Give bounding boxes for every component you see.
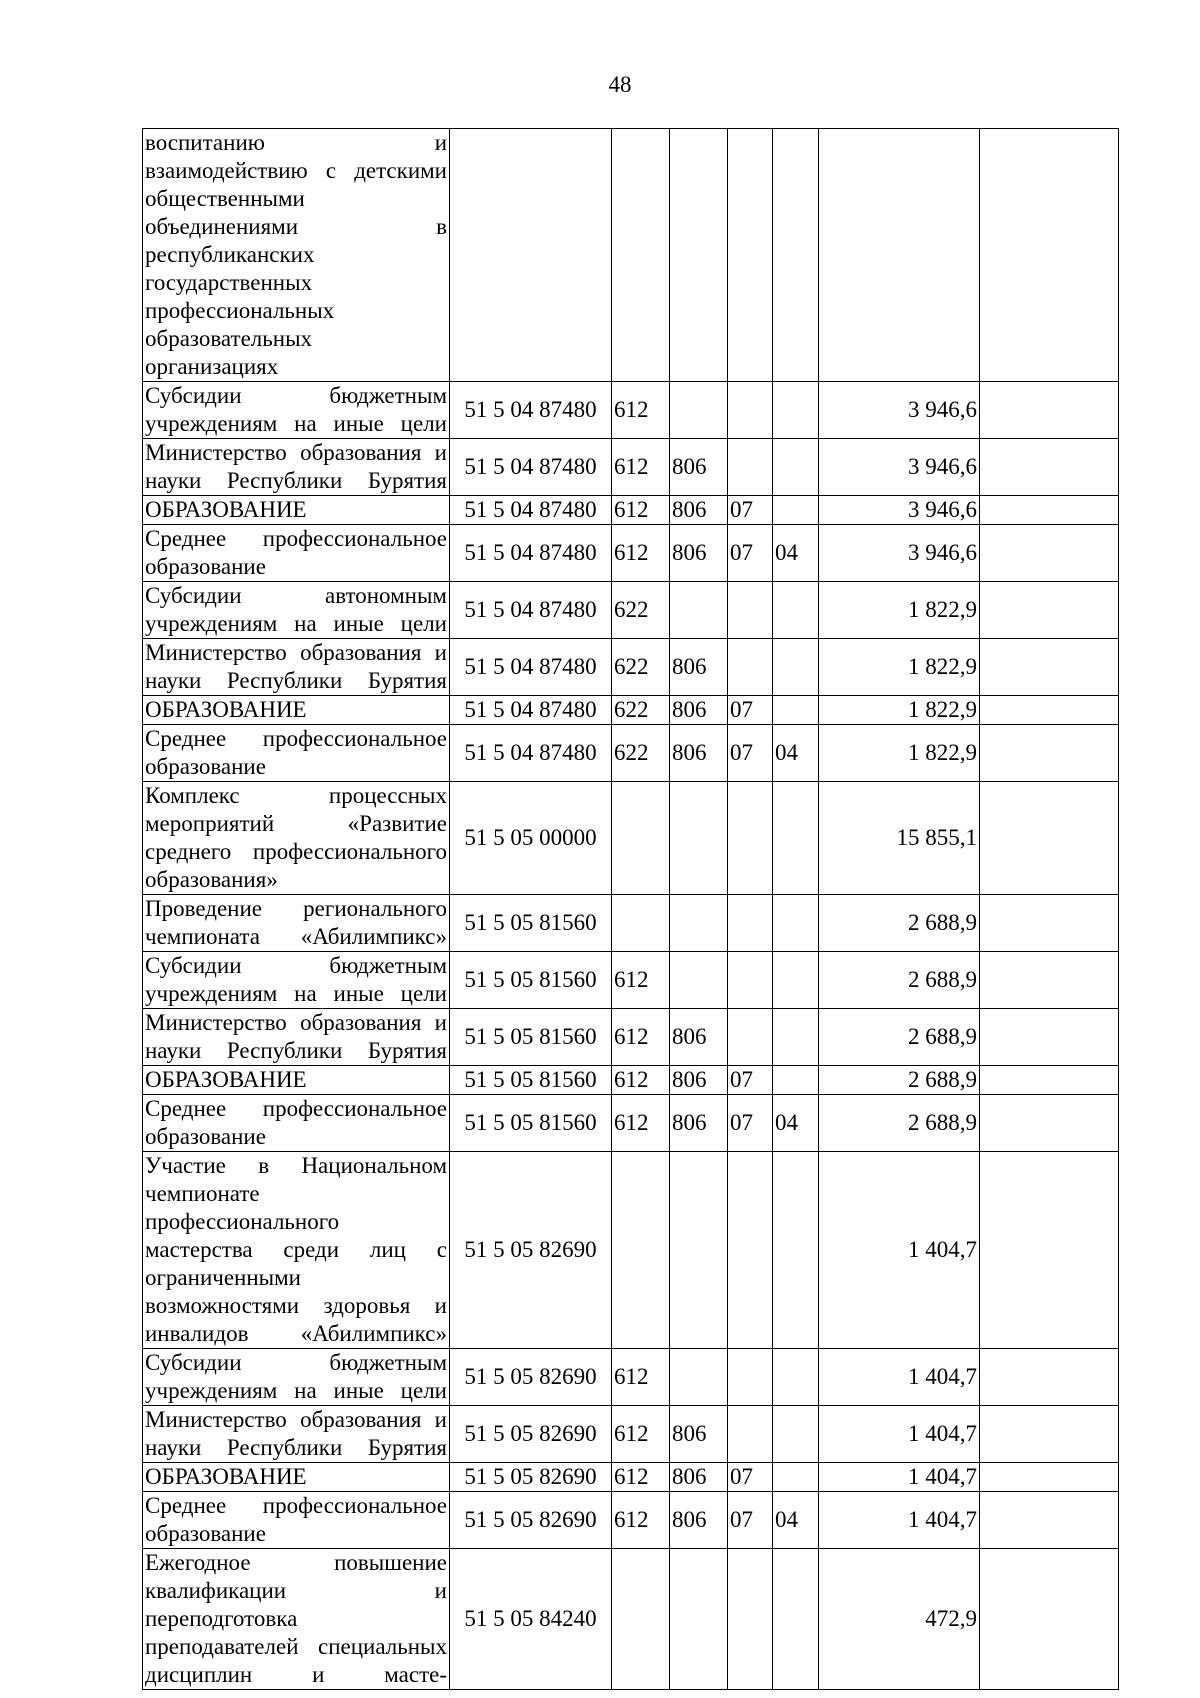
expense-type-cell [612,129,670,382]
ministry-code-cell: 806 [670,639,728,696]
amount-cell [819,129,980,382]
ministry-code-cell: 806 [670,496,728,525]
table-row [143,639,1119,696]
empty-cell [980,1009,1119,1066]
row-name-cell: Министерство образования и науки Республики Бурятия [143,639,450,696]
ministry-code-cell [670,129,728,382]
row-name-cell: ОБРАЗОВАНИЕ [143,1463,450,1492]
amount-cell: 3 946,6 [819,382,980,439]
empty-cell [980,1349,1119,1406]
row-name-cell: Среднее профессиональное образование [143,1095,450,1152]
section-code-cell: 07 [728,1463,773,1492]
empty-cell [980,1492,1119,1549]
row-name-cell: Субсидии бюджетным учреждениям на иные цели [143,1349,450,1406]
amount-cell: 2 688,9 [819,1095,980,1152]
row-name-cell: Субсидии бюджетным учреждениям на иные цели [143,382,450,439]
row-name-cell: Субсидии автономным учреждениям на иные цели [143,582,450,639]
table-row [143,129,1119,382]
row-name-cell: Комплекс процессных мероприятий «Развитие среднего профессионального образования» [143,782,450,895]
table-row [143,439,1119,496]
subsection-code-cell [773,1066,819,1095]
expense-type-cell: 622 [612,725,670,782]
empty-cell [980,496,1119,525]
subsection-code-cell [773,696,819,725]
section-code-cell [728,1549,773,1690]
empty-cell [980,1549,1119,1690]
amount-cell: 3 946,6 [819,496,980,525]
expense-type-cell: 612 [612,1095,670,1152]
csr-code-cell: 51 5 04 87480 [450,439,612,496]
amount-cell: 1 822,9 [819,639,980,696]
csr-code-cell: 51 5 04 87480 [450,496,612,525]
table-row [143,1066,1119,1095]
table-row [143,382,1119,439]
ministry-code-cell: 806 [670,1492,728,1549]
row-name-cell: Субсидии бюджетным учреждениям на иные цели [143,952,450,1009]
section-code-cell [728,895,773,952]
empty-cell [980,639,1119,696]
amount-cell: 15 855,1 [819,782,980,895]
amount-cell: 1 404,7 [819,1492,980,1549]
expense-type-cell [612,895,670,952]
table-row [143,725,1119,782]
csr-code-cell: 51 5 05 81560 [450,895,612,952]
row-name-cell: Среднее профессиональное образование [143,1492,450,1549]
row-name-cell: воспитанию и взаимодействию с детскими общественными объединениями в республиканских государственных профессиональных образовательных организациях [143,129,450,382]
ministry-code-cell: 806 [670,1095,728,1152]
row-name-cell: Участие в Национальном чемпионате профессионального мастерства среди лиц с ограниченными возможностями здоровья и инвалидов «Абилимпикс» [143,1152,450,1349]
section-code-cell: 07 [728,725,773,782]
expense-type-cell [612,782,670,895]
row-name-cell: ОБРАЗОВАНИЕ [143,696,450,725]
subsection-code-cell [773,782,819,895]
csr-code-cell: 51 5 05 82690 [450,1349,612,1406]
ministry-code-cell: 806 [670,439,728,496]
csr-code-cell: 51 5 04 87480 [450,582,612,639]
csr-code-cell: 51 5 05 81560 [450,1009,612,1066]
empty-cell [980,1152,1119,1349]
expense-type-cell: 612 [612,952,670,1009]
table-row [143,1349,1119,1406]
ministry-code-cell: 806 [670,525,728,582]
empty-cell [980,895,1119,952]
amount-cell: 2 688,9 [819,1066,980,1095]
csr-code-cell: 51 5 04 87480 [450,525,612,582]
row-name-cell: Ежегодное повышение квалификации и переподготовка преподавателей специальных дисциплин и масте- [143,1549,450,1690]
table-row [143,1406,1119,1463]
ministry-code-cell [670,1349,728,1406]
section-code-cell [728,582,773,639]
csr-code-cell [450,129,612,382]
empty-cell [980,582,1119,639]
ministry-code-cell [670,952,728,1009]
section-code-cell [728,1009,773,1066]
amount-cell: 1 404,7 [819,1463,980,1492]
ministry-code-cell [670,382,728,439]
row-name-cell: ОБРАЗОВАНИЕ [143,1066,450,1095]
row-name-cell: Министерство образования и науки Республики Бурятия [143,1009,450,1066]
section-code-cell: 07 [728,1095,773,1152]
subsection-code-cell: 04 [773,725,819,782]
ministry-code-cell: 806 [670,696,728,725]
expense-type-cell [612,1549,670,1690]
amount-cell: 2 688,9 [819,952,980,1009]
subsection-code-cell [773,1463,819,1492]
empty-cell [980,782,1119,895]
table-body [143,129,1119,1690]
subsection-code-cell [773,639,819,696]
ministry-code-cell [670,1152,728,1349]
csr-code-cell: 51 5 05 82690 [450,1492,612,1549]
section-code-cell: 07 [728,525,773,582]
section-code-cell [728,439,773,496]
csr-code-cell: 51 5 05 82690 [450,1406,612,1463]
section-code-cell: 07 [728,1492,773,1549]
table-row [143,1549,1119,1690]
row-name-cell: ОБРАЗОВАНИЕ [143,496,450,525]
amount-cell: 1 404,7 [819,1406,980,1463]
budget-table [142,128,1119,1690]
expense-type-cell [612,1152,670,1349]
csr-code-cell: 51 5 05 82690 [450,1463,612,1492]
expense-type-cell: 612 [612,1009,670,1066]
section-code-cell [728,782,773,895]
expense-type-cell: 612 [612,1066,670,1095]
subsection-code-cell [773,1549,819,1690]
empty-cell [980,1066,1119,1095]
empty-cell [980,129,1119,382]
ministry-code-cell: 806 [670,1009,728,1066]
expense-type-cell: 612 [612,496,670,525]
subsection-code-cell [773,1152,819,1349]
table-row [143,782,1119,895]
section-code-cell [728,952,773,1009]
csr-code-cell: 51 5 05 84240 [450,1549,612,1690]
expense-type-cell: 612 [612,1463,670,1492]
section-code-cell: 07 [728,496,773,525]
section-code-cell: 07 [728,1066,773,1095]
amount-cell: 3 946,6 [819,439,980,496]
table-row [143,952,1119,1009]
table-row [143,1492,1119,1549]
row-name-cell: Среднее профессиональное образование [143,725,450,782]
section-code-cell [728,1152,773,1349]
page-number: 48 [608,72,632,97]
table-row [143,1095,1119,1152]
empty-cell [980,1406,1119,1463]
row-name-cell: Министерство образования и науки Республики Бурятия [143,439,450,496]
row-name-cell: Министерство образования и науки Республики Бурятия [143,1406,450,1463]
csr-code-cell: 51 5 04 87480 [450,725,612,782]
expense-type-cell: 622 [612,696,670,725]
table-row [143,895,1119,952]
subsection-code-cell [773,1009,819,1066]
section-code-cell [728,129,773,382]
csr-code-cell: 51 5 04 87480 [450,639,612,696]
ministry-code-cell [670,895,728,952]
ministry-code-cell: 806 [670,1066,728,1095]
csr-code-cell: 51 5 05 82690 [450,1152,612,1349]
amount-cell: 1 822,9 [819,696,980,725]
amount-cell: 3 946,6 [819,525,980,582]
ministry-code-cell [670,1549,728,1690]
table-row [143,582,1119,639]
expense-type-cell: 622 [612,582,670,639]
expense-type-cell: 612 [612,525,670,582]
empty-cell [980,439,1119,496]
subsection-code-cell [773,129,819,382]
empty-cell [980,952,1119,1009]
section-code-cell: 07 [728,696,773,725]
expense-type-cell: 612 [612,1406,670,1463]
empty-cell [980,1463,1119,1492]
csr-code-cell: 51 5 04 87480 [450,696,612,725]
row-name-cell: Проведение регионального чемпионата «Абилимпикс» [143,895,450,952]
table-row [143,496,1119,525]
subsection-code-cell [773,439,819,496]
csr-code-cell: 51 5 05 00000 [450,782,612,895]
ministry-code-cell: 806 [670,725,728,782]
table-row [143,696,1119,725]
expense-type-cell: 612 [612,1492,670,1549]
empty-cell [980,382,1119,439]
amount-cell: 1 404,7 [819,1349,980,1406]
table-row [143,1463,1119,1492]
amount-cell: 1 404,7 [819,1152,980,1349]
expense-type-cell: 622 [612,639,670,696]
csr-code-cell: 51 5 05 81560 [450,1095,612,1152]
csr-code-cell: 51 5 05 81560 [450,952,612,1009]
expense-type-cell: 612 [612,382,670,439]
subsection-code-cell: 04 [773,1492,819,1549]
subsection-code-cell [773,895,819,952]
expense-type-cell: 612 [612,1349,670,1406]
row-name-cell: Среднее профессиональное образование [143,525,450,582]
amount-cell: 2 688,9 [819,1009,980,1066]
section-code-cell [728,1349,773,1406]
table-row [143,1009,1119,1066]
subsection-code-cell [773,382,819,439]
ministry-code-cell [670,782,728,895]
amount-cell: 472,9 [819,1549,980,1690]
subsection-code-cell [773,582,819,639]
ministry-code-cell [670,582,728,639]
csr-code-cell: 51 5 04 87480 [450,382,612,439]
expense-type-cell: 612 [612,439,670,496]
empty-cell [980,525,1119,582]
section-code-cell [728,382,773,439]
amount-cell: 2 688,9 [819,895,980,952]
table-row [143,1152,1119,1349]
ministry-code-cell: 806 [670,1463,728,1492]
subsection-code-cell: 04 [773,525,819,582]
empty-cell [980,696,1119,725]
empty-cell [980,725,1119,782]
ministry-code-cell: 806 [670,1406,728,1463]
csr-code-cell: 51 5 05 81560 [450,1066,612,1095]
table-row [143,525,1119,582]
empty-cell [980,1095,1119,1152]
subsection-code-cell [773,952,819,1009]
section-code-cell [728,1406,773,1463]
amount-cell: 1 822,9 [819,582,980,639]
subsection-code-cell [773,1349,819,1406]
amount-cell: 1 822,9 [819,725,980,782]
subsection-code-cell: 04 [773,1095,819,1152]
subsection-code-cell [773,496,819,525]
section-code-cell [728,639,773,696]
subsection-code-cell [773,1406,819,1463]
